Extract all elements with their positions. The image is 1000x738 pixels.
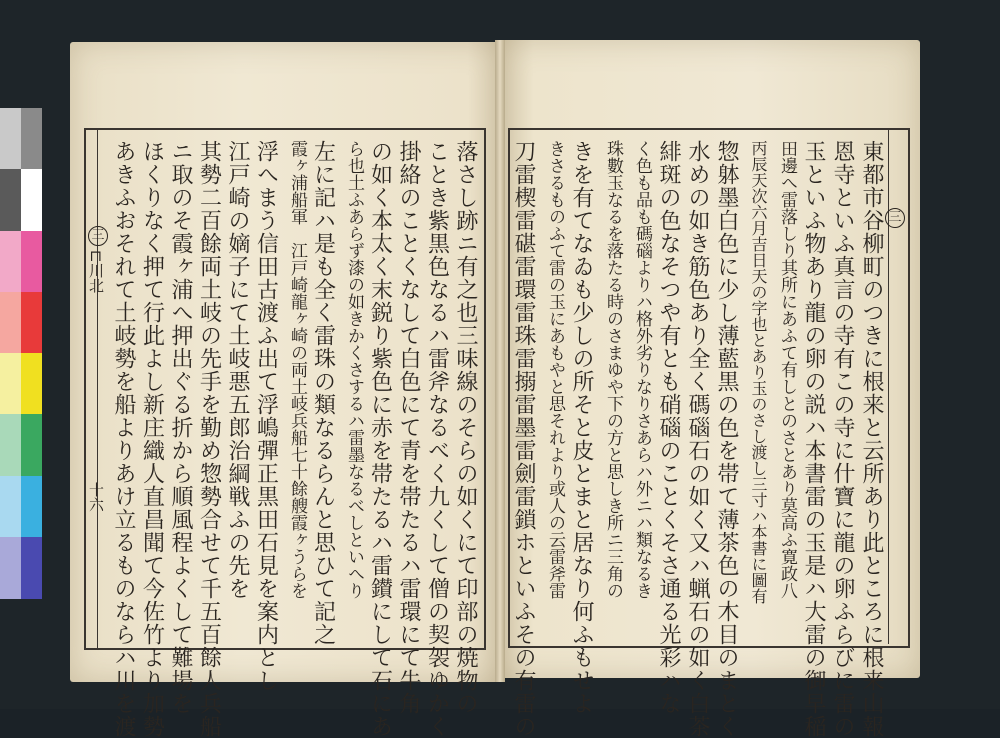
text-column: 刀雷楔雷碪雷環雷珠雷搦雷墨雷劍雷鎖ホといふその有雷の xyxy=(511,140,536,738)
text-column: く色も品も碼碯よりハ格外劣りなりさあらハ外ニハ類なるき xyxy=(632,140,652,599)
text-column: ニ取のそ霞ヶ浦へ押出ぐる折から順風程よくして難場を xyxy=(168,140,193,715)
text-column: 田邊へ雷落しり其所にあふて有しとのさとあり莫高ふ寛政八 xyxy=(777,140,797,599)
calibration-chip xyxy=(0,292,21,354)
calibration-chip xyxy=(0,169,21,231)
text-column: 左に記ハ是も全く雷珠の類なるらんと思ひて記之 xyxy=(310,140,336,646)
calibration-chip xyxy=(21,108,42,170)
text-column: 霞ヶ浦船軍 江戸崎龍ヶ崎の両土岐兵船七十餘艘霞ヶうらを xyxy=(287,140,307,599)
text-column: きを有てなゐも少しの所そと皮とまと居なり何ふもせよ xyxy=(569,140,594,715)
text-column: 水めの如き筋色あり全く碼碯石の如く又ハ蝋石の如く白茶 xyxy=(685,140,710,738)
text-column: 玉といふ物あり龍の卵の説ハ本書雷の玉是ハ大雷の御早稲 xyxy=(801,140,826,738)
right-margin-marker: 三 xyxy=(885,208,905,228)
text-column: 浮へまう信田古渡ふ出て浮嶋彈正黒田石見を案内とし xyxy=(253,140,279,692)
text-column: 其勢二百餘両土岐の先手を勤め惣勢合せて千五百餘人兵船 xyxy=(196,140,222,738)
calibration-chip xyxy=(0,108,21,170)
calibration-chip xyxy=(21,476,42,538)
text-column: 緋斑の色なそつや有とも硝碯のことくそさ通る光彩ハな xyxy=(656,140,681,715)
calibration-chip xyxy=(21,353,42,415)
text-column: ことき紫黒色なるハ雷斧なるべく九くして僧の契袈ゆかく xyxy=(424,140,450,738)
left-page-number: 十六 xyxy=(87,482,105,512)
text-column: 落さし跡ニ有之也三味線のそらの如くにて印部の焼物の xyxy=(453,140,478,715)
left-margin-rule xyxy=(97,128,98,648)
calibration-chip xyxy=(21,414,42,476)
text-column: 江戸崎の嫡子にて土岐悪五郎治綱戦ふの先を xyxy=(225,140,250,600)
text-column: の如く本太く末鋭り紫色に赤を帯たるハ雷鑚にして石にあ xyxy=(367,140,393,738)
text-column: 珠數玉なるを落たる時のさまゆや下の方と思しき所ニ三角の xyxy=(603,140,623,599)
calibration-chip xyxy=(0,353,21,415)
book-gutter xyxy=(495,40,505,682)
left-margin-title: ⊏川北 xyxy=(87,250,105,293)
text-column: 掛絡のことくなして白色にて青を帯たるハ雷環にて牛角 xyxy=(396,140,421,715)
right-margin-rule xyxy=(888,128,889,644)
text-column: 惣躰墨白色に少し薄藍黒の色を帯て薄茶色の木目のまとく xyxy=(714,140,739,738)
calibration-chip xyxy=(0,537,21,599)
left-margin-marker: 三 xyxy=(88,226,108,246)
text-column: ら也土ふあらず漆の如きかくさするハ雷墨なるべしといへり xyxy=(344,140,364,599)
color-calibration-strip xyxy=(0,108,42,598)
calibration-chip xyxy=(0,476,21,538)
text-column: きさるものふて雷の玉にあもやと思それより或人の云雷斧雷 xyxy=(545,140,565,599)
text-column: 丙辰天次六月吉日天の字也とあり玉のさし渡し三寸ハ本書に圖有 xyxy=(749,140,768,604)
calibration-chip xyxy=(21,169,42,231)
calibration-chip xyxy=(0,414,21,476)
text-column: 恩寺といふ真言の寺有この寺に什寶に龍の卵ふらびに雷の xyxy=(830,140,855,738)
calibration-chip xyxy=(0,231,21,293)
calibration-chip xyxy=(21,537,42,599)
text-column: 東都市谷柳町のつきに根来と云所あり此ところに根来山報 xyxy=(859,140,884,738)
text-column: ほくりなく押て行此よし新庄織人直昌聞て今佐竹より加勢 xyxy=(139,140,165,738)
calibration-chip xyxy=(21,231,42,293)
calibration-chip xyxy=(21,292,42,354)
text-column: あきふおそれて土岐勢を船よりあけ立るものならハ川を渡 xyxy=(111,140,136,738)
